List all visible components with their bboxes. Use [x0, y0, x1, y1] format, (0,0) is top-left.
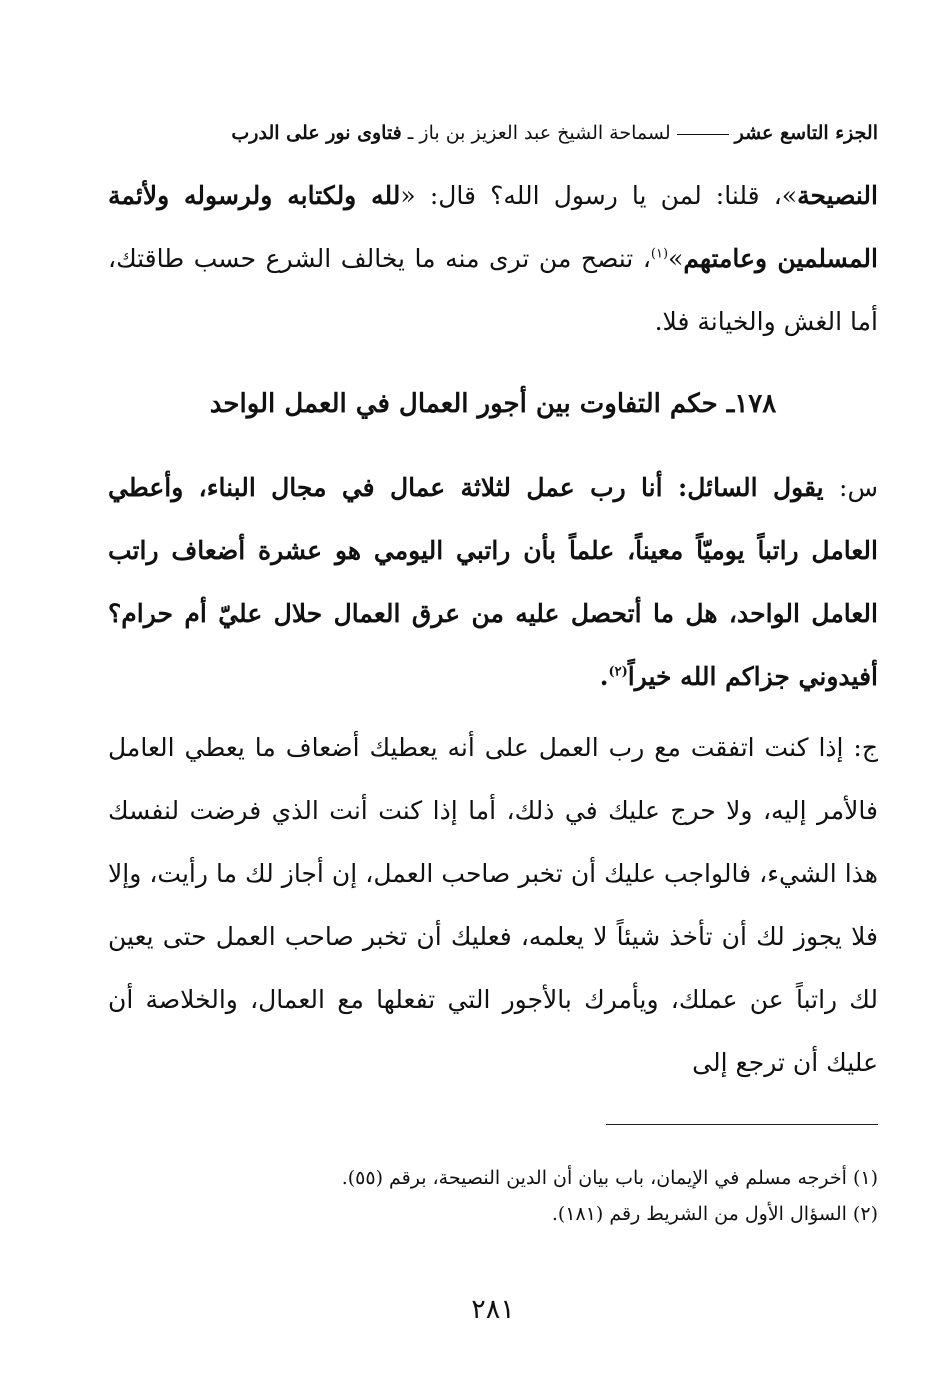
paragraph-text-a: قلنا: لمن يا رسول الله؟ قال: «: [400, 181, 760, 210]
footnote-mark-2: (٢): [608, 664, 628, 680]
quote-end: »: [668, 244, 684, 273]
running-header: الجزء التاسع عشرلسماحة الشيخ عبد العزيز بن باز ـ فتاوى نور على الدرب: [231, 122, 878, 144]
page-number: ٢٨١: [471, 1294, 515, 1325]
question-paragraph: [108, 456, 878, 708]
header-rule: [677, 134, 729, 135]
quote-close: »،: [773, 181, 798, 210]
book-page: [108, 0, 878, 1376]
footnotes: [108, 1160, 878, 1232]
question-text: يقول السائل: أنا رب عمل لثلاثة عمال في مجال البناء، وأعطي العامل راتباً يوميّاً معيناً، علماً بأن راتبي اليومي هو عشرة أضعاف راتب العامل الواحد، هل ما أتحصل عليه من عرق العمال حلال عليّ أم حرام؟ أفيدوني جزاكم الله خيراً: [108, 473, 878, 691]
paragraph-continuation: [108, 164, 878, 353]
header-author: لسماحة الشيخ عبد العزيز بن باز: [419, 122, 671, 144]
question-label: س:: [839, 473, 878, 502]
paragraph-text-b: ، تنصح من ترى منه ما يخالف الشرع حسب طاقتك، أما الغش والخيانة فلا.: [108, 244, 878, 336]
word-nasiha: النصيحة: [797, 181, 878, 210]
header-book-title: فتاوى نور على الدرب: [231, 122, 402, 144]
question-end: .: [599, 662, 609, 691]
fatwa-heading: ١٧٨ـ حكم التفاوت بين أجور العمال في العمل الواحد: [209, 389, 777, 419]
header-part-title: الجزء التاسع عشر: [734, 122, 878, 144]
footnote-separator: [606, 1124, 878, 1125]
hadith-quote: لله ولكتابه ولرسوله ولأئمة المسلمين وعامتهم: [108, 181, 878, 273]
footnote-2: (٢) السؤال الأول من الشريط رقم (١٨١).: [551, 1203, 878, 1225]
footnote-1: (١) أخرجه مسلم في الإيمان، باب بيان أن الدين النصيحة، برقم (٥٥).: [341, 1167, 878, 1189]
footnote-mark-1: (١): [650, 246, 669, 262]
answer-paragraph: ج: إذا كنت اتفقت مع رب العمل على أنه يعطيك أضعاف ما يعطي العامل فالأمر إليه، ولا حرج عليك في ذلك، أما إذا كنت أنت الذي فرضت لنفسك هذا الشيء، فالواجب عليك أن تخبر صاحب العمل، إن أجاز لك ما رأيت، وإلا فلا يجوز لك أن تأخذ شيئاً لا يعلمه، فعليك أن تخبر صاحب العمل حتى يعين لك راتباً عن عملك، ويأمرك بالأجور التي تفعلها مع العمال، والخلاصة أن عليك أن ترجع إلى: [108, 733, 878, 1077]
